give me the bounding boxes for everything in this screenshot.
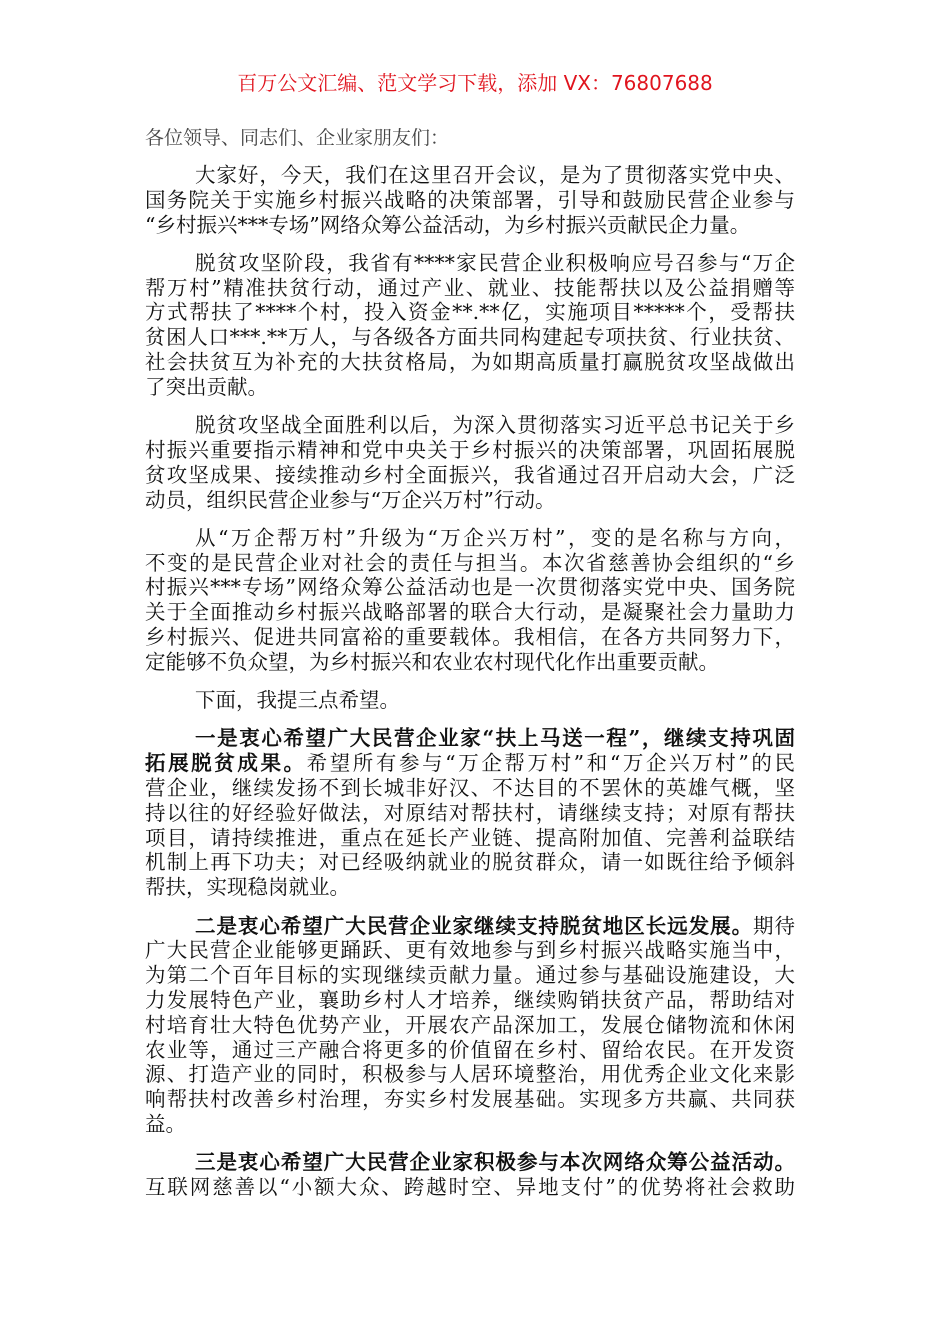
bold-heading-text: 三是衷心希望广大民营企业家积极参与本次网络众筹公益活动。 [195, 1150, 795, 1175]
paragraph [145, 526, 795, 675]
body-text: 村振兴***专场”网络众筹公益活动也是一次贯彻落实党中央、国务院 [145, 575, 795, 600]
body-text: 广大民营企业能够更踊跃、更有效地参与到乡村振兴战略实施当中， [145, 938, 795, 963]
text-line [145, 213, 795, 238]
text-line [145, 625, 795, 650]
bold-heading-text: 拓展脱贫成果。 [145, 751, 307, 776]
body-text: 脱贫攻坚阶段，我省有****家民营企业积极响应号召参与“万企 [195, 250, 795, 275]
text-line [145, 1112, 795, 1137]
text-line [145, 438, 795, 463]
body-text: 动员，组织民营企业参与“万企兴万村”行动。 [145, 487, 556, 512]
text-line [145, 575, 795, 600]
body-text: 希望所有参与“万企帮万村”和“万企兴万村”的民 [306, 751, 796, 776]
text-line [145, 276, 795, 301]
text-line [145, 914, 795, 939]
paragraph [145, 163, 795, 237]
body-text: 方式帮扶了****个村，投入资金**.**亿，实施项目*****个，受帮扶 [145, 300, 795, 325]
body-text: 贫攻坚成果、接续推动乡村全面振兴，我省通过召开启动大会，广泛 [145, 462, 795, 487]
paragraph [145, 914, 795, 1137]
body-text: 村振兴重要指示精神和党中央关于乡村振兴的决策部署，巩固拓展脱 [145, 437, 795, 462]
body-text: 互联网慈善以“小额大众、跨越时空、异地支付”的优势将社会救助 [145, 1174, 795, 1199]
bold-heading-text: 一是衷心希望广大民营企业家“扶上马送一程”，继续支持巩固 [195, 726, 795, 751]
text-line [145, 350, 795, 375]
text-line [145, 688, 795, 713]
body-text: 国务院关于实施乡村振兴战略的决策部署，引导和鼓励民营企业参与 [145, 187, 795, 212]
text-line [145, 938, 795, 963]
text-line [145, 600, 795, 625]
body-text: 关于全面推动乡村振兴战略部署的联合大行动，是凝聚社会力量助力 [145, 600, 795, 625]
paragraph [145, 1150, 795, 1200]
text-line [145, 963, 795, 988]
paragraph [145, 688, 795, 713]
body-text: 为第二个百年目标的实现继续贡献力量。通过参与基础设施建设，大 [145, 963, 795, 988]
text-line [145, 801, 795, 826]
body-text: 大家好，今天，我们在这里召开会议，是为了贯彻落实党中央、 [195, 163, 795, 187]
body-text: 乡村振兴、促进共同富裕的重要载体。我相信，在各方共同努力下， [145, 625, 795, 650]
body-text: 不变的是民营企业对社会的责任与担当。本次省慈善协会组织的“乡 [145, 550, 795, 575]
body-text: 脱贫攻坚战全面胜利以后，为深入贯彻落实习近平总书记关于乡 [195, 413, 795, 438]
text-line [145, 488, 795, 513]
body-text: 村培育壮大特色优势产业，开展农产品深加工，发展仓储物流和休闲 [145, 1012, 795, 1037]
body-text: “乡村振兴***专场”网络众筹公益活动，为乡村振兴贡献民企力量。 [145, 212, 751, 237]
text-line [145, 776, 795, 801]
paragraph [145, 413, 795, 512]
text-line [145, 325, 795, 350]
body-text: 贫困人口***.**万人，与各级各方面共同构建起专项扶贫、行业扶贫、 [145, 325, 795, 350]
body-text: 源、打造产业的同时，积极参与人居环境整治，用优秀企业文化来影 [145, 1062, 795, 1087]
body-text: 下面，我提三点希望。 [195, 688, 400, 713]
body-text: 了突出贡献。 [145, 374, 268, 399]
text-line [145, 751, 795, 776]
text-line [145, 726, 795, 751]
text-line [145, 463, 795, 488]
body-text: 从“万企帮万村”升级为“万企兴万村”，变的是名称与方向， [195, 525, 795, 550]
text-line [145, 1150, 795, 1175]
body-text: 定能够不负众望，为乡村振兴和农业农村现代化作出重要贡献。 [145, 649, 719, 674]
text-line [145, 988, 795, 1013]
text-line [145, 163, 795, 188]
greeting: 各位领导、同志们、企业家朋友们： [145, 127, 450, 149]
paragraph [145, 726, 795, 900]
text-line [145, 650, 795, 675]
body-text: 响帮扶村改善乡村治理，夯实乡村发展基础。实现多方共赢、共同获 [145, 1087, 795, 1112]
text-line [145, 300, 795, 325]
paragraphs [145, 163, 795, 1200]
watermark-banner: 百万公文汇编、范文学习下载，添加 VX：76807688 [237, 71, 713, 95]
body-text: 帮扶，实现稳岗就业。 [145, 875, 350, 900]
text-line [145, 1038, 795, 1063]
body-text: 项目，请持续推进，重点在延长产业链、提高附加值、完善利益联结 [145, 825, 795, 850]
text-line [145, 826, 795, 851]
text-line [145, 850, 795, 875]
text-line [145, 188, 795, 213]
text-line [145, 1087, 795, 1112]
document-body [145, 126, 795, 1213]
body-text: 农业等，通过三产融合将更多的价值留在乡村、留给农民。在开发资 [145, 1037, 795, 1062]
paragraph [145, 251, 795, 400]
text-line [145, 551, 795, 576]
body-text: 力发展特色产业，襄助乡村人才培养，继续购销扶贫产品，帮助结对 [145, 987, 795, 1012]
body-text: 益。 [145, 1111, 186, 1136]
text-line [145, 875, 795, 900]
text-line [145, 1013, 795, 1038]
bold-heading-text: 二是衷心希望广大民营企业家继续支持脱贫地区长远发展。 [195, 913, 754, 938]
body-text: 机制上再下功夫；对已经吸纳就业的脱贫群众，请一如既往给予倾斜 [145, 850, 795, 875]
text-line [145, 1175, 795, 1200]
text-line [145, 526, 795, 551]
body-text: 社会扶贫互为补充的大扶贫格局，为如期高质量打赢脱贫攻坚战做出 [145, 350, 795, 375]
body-text: 持以往的好经验好做法，对原结对帮扶村，请继续支持；对原有帮扶 [145, 800, 795, 825]
text-line [145, 1062, 795, 1087]
body-text: 期待 [753, 913, 796, 938]
text-line [145, 413, 795, 438]
body-text: 营企业，继续发扬不到长城非好汉、不达目的不罢休的英雄气概，坚 [145, 776, 795, 801]
text-line [145, 375, 795, 400]
body-text: 帮万村”精准扶贫行动，通过产业、就业、技能帮扶以及公益捐赠等 [145, 275, 795, 300]
text-line [145, 251, 795, 276]
